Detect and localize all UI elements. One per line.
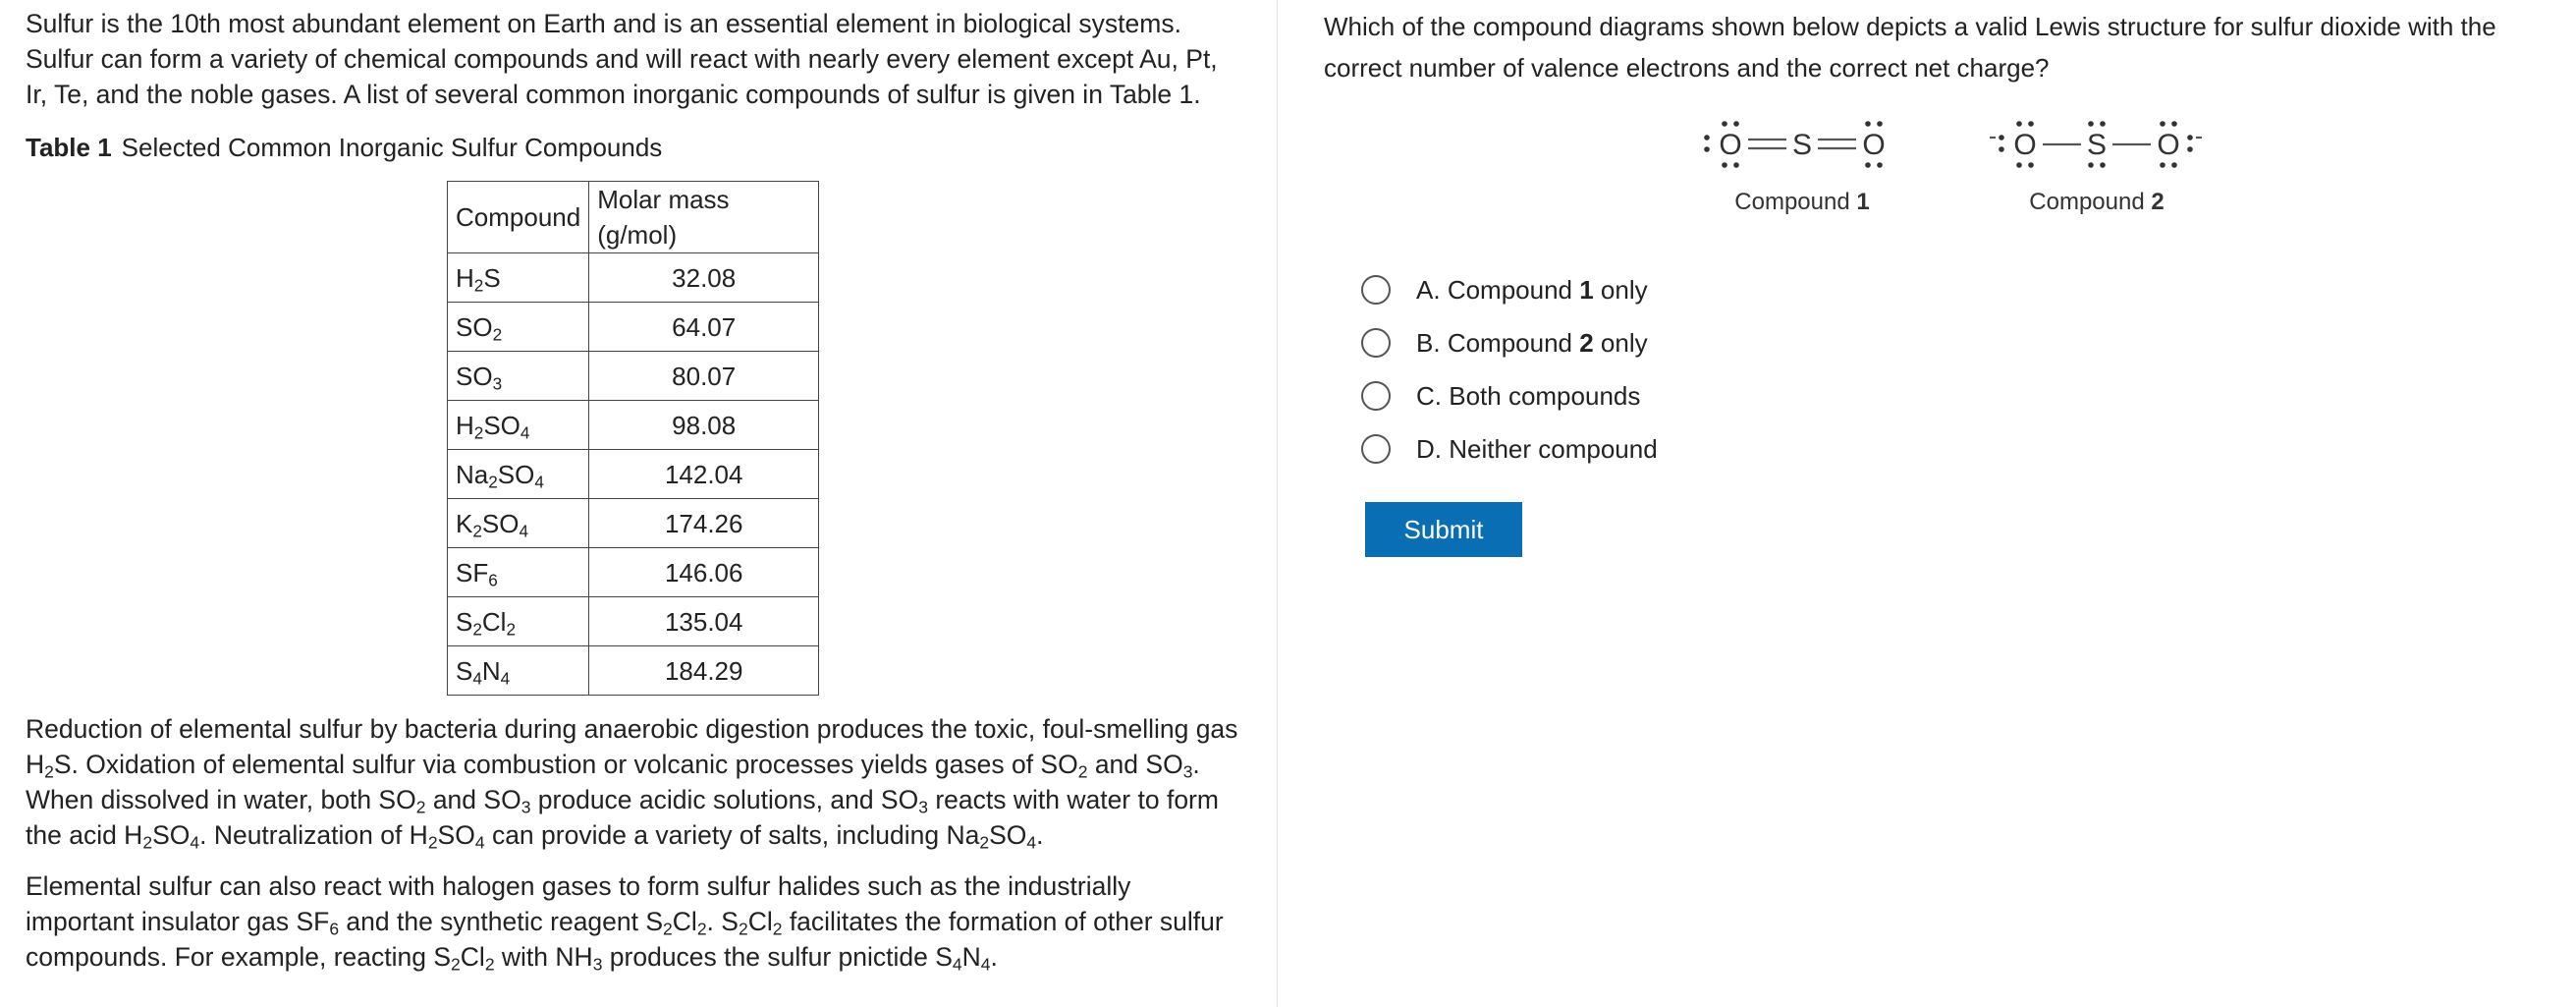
subscript: 2 [44, 761, 54, 782]
answer-option-b[interactable] [1361, 316, 1658, 369]
formula-text: H [456, 262, 474, 293]
subscript: 2 [484, 954, 495, 975]
option-pre: Compound [1447, 327, 1580, 358]
text-run: and SO [425, 785, 521, 814]
table-cell-formula [448, 253, 589, 303]
text-run: . Neutralization of H [199, 820, 428, 850]
formula-text: S [483, 262, 501, 293]
text-run: Cl [747, 907, 773, 936]
table-cell-molar-mass: 98.08 [589, 401, 819, 450]
subscript: 3 [592, 954, 603, 975]
text-run: . S [706, 907, 739, 936]
table-caption-label: Table 1 [26, 133, 112, 162]
table-cell-molar-mass: 146.06 [589, 548, 819, 597]
option-label [1416, 275, 1648, 306]
formula-text: SO [456, 361, 493, 391]
formula-text: SO [481, 508, 520, 538]
subscript: 4 [980, 954, 991, 975]
formula-text: SO [456, 311, 493, 342]
radio-button[interactable] [1361, 381, 1391, 411]
text-run: reacts with water to form the acid H [26, 785, 1219, 850]
answer-option-d[interactable] [1361, 422, 1658, 476]
table-cell-formula [448, 646, 589, 696]
formula-text: K [456, 508, 473, 538]
option-pre: Both compounds [1449, 380, 1641, 411]
formula-text: Na [456, 459, 489, 489]
subscript: 4 [1026, 832, 1037, 853]
formula-text: Cl [481, 606, 507, 637]
radio-button[interactable] [1361, 275, 1391, 305]
compound-2-caption-number: 2 [2151, 189, 2165, 215]
option-post: only [1593, 274, 1648, 305]
table-cell-formula [448, 597, 589, 646]
formula-subscript: 2 [506, 618, 516, 639]
table-cell-molar-mass: 32.08 [589, 253, 819, 303]
subscript: 2 [415, 797, 426, 817]
formula-subscript: 2 [488, 471, 498, 491]
subscript: 4 [474, 832, 485, 853]
formula-text: N [481, 655, 501, 686]
option-bold: 2 [1579, 327, 1594, 358]
table-caption [26, 130, 1243, 165]
compound-1-lewis-structure [1689, 108, 1915, 187]
subscript: 2 [142, 832, 153, 853]
formula-subscript: 4 [519, 520, 529, 540]
radio-button[interactable] [1361, 328, 1391, 358]
table-row [448, 646, 819, 696]
lewis-diagrams [1689, 108, 2239, 226]
table-row [448, 352, 819, 401]
text-run: produce acidic solutions, and SO [530, 785, 919, 814]
table-cell-formula [448, 548, 589, 597]
compound-2-caption-prefix: Compound [2029, 189, 2152, 215]
table-row [448, 253, 819, 303]
table-cell-molar-mass: 135.04 [589, 597, 819, 646]
text-run: and SO [1087, 750, 1183, 779]
compound-2-lewis-structure [1984, 108, 2210, 187]
answer-options [1361, 263, 1658, 476]
option-label [1416, 434, 1658, 465]
option-pre: Neither compound [1449, 433, 1658, 464]
table-cell-formula [448, 352, 589, 401]
table-cell-formula [448, 450, 589, 499]
question-panel [1324, 6, 2571, 88]
option-label [1416, 328, 1648, 359]
compound-1-caption-number: 1 [1856, 189, 1870, 215]
subscript: 2 [1077, 761, 1088, 782]
table-row [448, 548, 819, 597]
option-label [1416, 381, 1640, 412]
subscript: 2 [663, 919, 673, 939]
table-row [448, 499, 819, 548]
table-cell-formula [448, 303, 589, 352]
option-letter: C. [1416, 380, 1442, 411]
formula-subscript: 2 [472, 618, 482, 639]
text-run: S. Oxidation of elemental sulfur via combustion or volcanic processes yields gases of SO [53, 750, 1078, 779]
subscript: 3 [918, 797, 928, 817]
option-letter: B. [1416, 327, 1441, 358]
text-run: Cl [460, 942, 485, 972]
table-body [448, 253, 819, 696]
formula-subscript: 4 [500, 667, 511, 688]
formula-subscript: 4 [520, 421, 530, 442]
text-run: SO [989, 820, 1027, 850]
formula-subscript: 2 [492, 323, 503, 344]
table-cell-molar-mass: 80.07 [589, 352, 819, 401]
table-row [448, 450, 819, 499]
compound-1-atom-s: S [1791, 129, 1813, 161]
formula-text: SO [483, 410, 521, 440]
text-run: and the synthetic reagent S [339, 907, 664, 936]
subscript: 2 [427, 832, 438, 853]
table-header-compound: Compound [448, 182, 589, 253]
subscript: 3 [1182, 761, 1193, 782]
radio-button[interactable] [1361, 434, 1391, 464]
formula-subscript: 4 [472, 667, 482, 688]
option-letter: D. [1416, 433, 1442, 464]
passage-panel [26, 6, 1243, 975]
formula-subscript: 4 [534, 471, 544, 491]
option-letter: A. [1416, 274, 1441, 305]
text-run: Elemental sulfur can also react with halogen gases to form sulfur halides such as the industrially important insulator gas SF [26, 871, 1131, 936]
answer-option-a[interactable] [1361, 263, 1658, 316]
passage-paragraph-2 [26, 711, 1243, 853]
table-caption-title: Selected Common Inorganic Sulfur Compounds [121, 133, 663, 162]
formula-text: S [456, 606, 473, 637]
text-run: can provide a variety of salts, including Na [484, 820, 980, 850]
text-run: SO [437, 820, 475, 850]
table-cell-formula [448, 401, 589, 450]
compound-2-diagram [1984, 108, 2210, 226]
subscript: 2 [979, 832, 990, 853]
formula-text: SF [456, 557, 489, 587]
formula-subscript: 3 [492, 372, 503, 393]
formula-text: S [456, 655, 473, 686]
table-cell-molar-mass: 64.07 [589, 303, 819, 352]
text-run: N [961, 942, 981, 972]
subscript: 2 [696, 919, 707, 939]
formula-subscript: 2 [473, 274, 484, 295]
table-cell-molar-mass: 174.26 [589, 499, 819, 548]
subscript: 4 [952, 954, 962, 975]
text-run: facilitates the formation of other sulfur compounds. For example, reacting S [26, 907, 1224, 972]
table-header-molar-mass: Molar mass (g/mol) [589, 182, 819, 253]
formula-subscript: 2 [473, 421, 484, 442]
subscript: 4 [190, 832, 200, 853]
text-run: . [1036, 820, 1044, 850]
table-cell-molar-mass: 184.29 [589, 646, 819, 696]
compound-2-atom-o-right: O [2157, 129, 2180, 161]
formula-text: H [456, 410, 474, 440]
table-row [448, 401, 819, 450]
submit-button[interactable]: Submit [1365, 502, 1522, 557]
subscript: 2 [451, 954, 461, 975]
formula-subscript: 2 [472, 520, 482, 540]
formula-subscript: 6 [488, 569, 498, 589]
option-post: only [1593, 327, 1648, 358]
text-run: . [990, 942, 998, 972]
table-header-row [448, 182, 819, 253]
compound-2-caption [1984, 189, 2210, 216]
subscript: 6 [329, 919, 340, 939]
table-cell-molar-mass: 142.04 [589, 450, 819, 499]
compound-1-diagram [1689, 108, 1915, 226]
passage-intro: Sulfur is the 10th most abundant element on Earth and is an essential element in biological systems. Sulfur can form a variety of chemical compounds and will react with nearly every element except Au, Pt, Ir, Te, and the noble gases. A list of several common inorganic compounds of sulfur is given in Table 1. [26, 9, 1218, 109]
table-cell-formula [448, 499, 589, 548]
answer-option-c[interactable] [1361, 369, 1658, 422]
table-row [448, 597, 819, 646]
formula-text: SO [497, 459, 535, 489]
text-run: Cl [672, 907, 697, 936]
text-run: . When dissolved in water, both SO [26, 750, 1200, 814]
option-bold: 1 [1579, 274, 1594, 305]
panel-divider [1277, 0, 1278, 1007]
subscript: 3 [521, 797, 531, 817]
text-run: SO [152, 820, 191, 850]
table-row [448, 303, 819, 352]
compound-1-caption-prefix: Compound [1734, 189, 1857, 215]
compound-2-atom-o-left: O [2013, 129, 2037, 161]
option-pre: Compound [1447, 274, 1580, 305]
compound-2-atom-s: S [2086, 129, 2108, 161]
compound-1-atom-o-right: O [1862, 129, 1886, 161]
compound-1-caption [1689, 189, 1915, 216]
subscript: 2 [772, 919, 783, 939]
passage-paragraph-3 [26, 868, 1243, 975]
subscript: 2 [738, 919, 748, 939]
question-prompt: Which of the compound diagrams shown below depicts a valid Lewis structure for sulfur dioxide with the correct number of valence electrons and the correct net charge? [1324, 12, 2496, 83]
compounds-table [447, 181, 819, 696]
text-run: with NH [494, 942, 593, 972]
compound-1-atom-o-left: O [1719, 129, 1742, 161]
text-run: Reduction of elemental sulfur by bacteria during anaerobic digestion produces the toxic, foul-smelling gas H [26, 714, 1238, 779]
text-run: produces the sulfur pnictide S [602, 942, 953, 972]
